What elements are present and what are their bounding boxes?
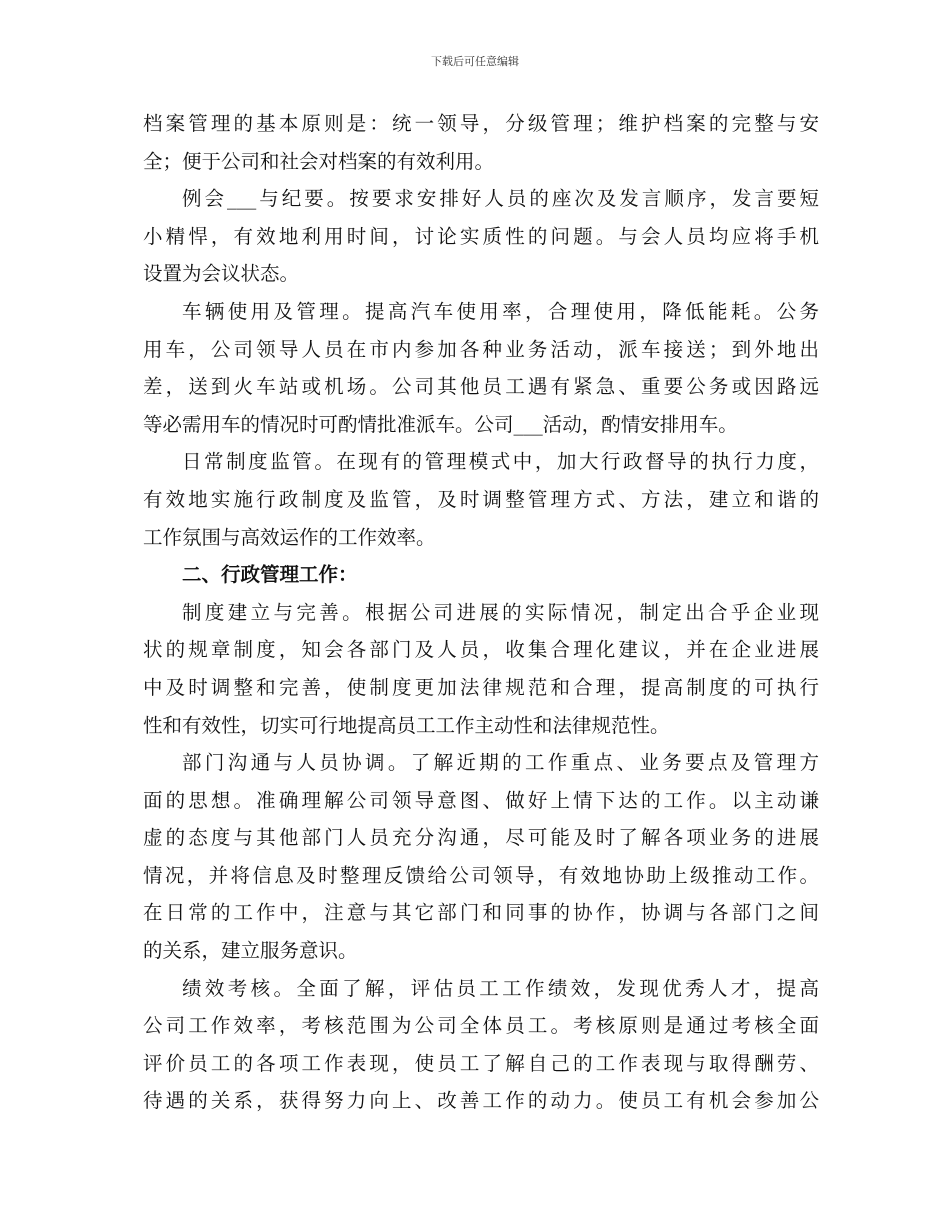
text-line: 虚的态度与其他部门人员充分沟通，尽可能及时了解各项业务的进展 <box>143 826 819 850</box>
text-line: 等必需用车的情况时可酌情批准派车。公司___活动，酌情安排用车。 <box>143 412 738 436</box>
text-line: 例会___与纪要。按要求安排好人员的座次及发言顺序，发言要短 <box>182 187 819 211</box>
text-line: 面的思想。准确理解公司领导意图、做好上情下达的工作。以主动谦 <box>143 788 819 812</box>
text-line: 的关系，建立服务意识。 <box>143 939 358 963</box>
text-line: 用车，公司领导人员在市内参加各种业务活动，派车接送；到外地出 <box>143 337 819 361</box>
section-heading: 二、行政管理工作： <box>182 563 358 587</box>
text-line: 档案管理的基本原则是：统一领导，分级管理；维护档案的完整与安 <box>143 112 819 135</box>
text-line: 制度建立与完善。根据公司进展的实际情况，制定出合乎企业现 <box>182 600 819 624</box>
text-line: 状的规章制度，知会各部门及人员，收集合理化建议，并在企业进展 <box>143 638 819 662</box>
text-line: 日常制度监管。在现有的管理模式中，加大行政督导的执行力度， <box>182 450 819 474</box>
text-line: 性和有效性，切实可行地提高员工工作主动性和法律规范性。 <box>143 713 670 737</box>
text-line: 有效地实施行政制度及监管，及时调整管理方式、方法，建立和谐的 <box>143 487 819 511</box>
text-line: 工作氛围与高效运作的工作效率。 <box>143 525 436 549</box>
text-line: 评价员工的各项工作表现，使员工了解自己的工作表现与取得酬劳、 <box>143 1051 819 1075</box>
text-line: 设置为会议状态。 <box>143 262 300 286</box>
page-header-note: 下载后可任意编辑 <box>431 55 519 68</box>
text-line: 绩效考核。全面了解，评估员工工作绩效，发现优秀人才，提高 <box>182 976 819 1000</box>
text-line: 在日常的工作中，注意与其它部门和同事的协作，协调与各部门之间 <box>143 901 819 925</box>
text-line: 公司工作效率，考核范围为公司全体员工。考核原则是通过考核全面 <box>143 1014 819 1038</box>
text-line: 全；便于公司和社会对档案的有效利用。 <box>143 149 495 173</box>
text-line: 中及时调整和完善，使制度更加法律规范和合理，提高制度的可执行 <box>143 675 819 699</box>
text-line: 待遇的关系，获得努力向上、改善工作的动力。使员工有机会参加公 <box>143 1089 819 1113</box>
text-line: 部门沟通与人员协调。了解近期的工作重点、业务要点及管理方 <box>182 751 819 775</box>
text-line: 小精悍，有效地利用时间，讨论实质性的问题。与会人员均应将手机 <box>143 224 819 248</box>
text-line: 情况，并将信息及时整理反馈给公司领导，有效地协助上级推动工作。 <box>143 863 819 887</box>
text-line: 车辆使用及管理。提高汽车使用率，合理使用，降低能耗。公务 <box>182 299 819 323</box>
document-body <box>143 105 819 1120</box>
text-line: 差，送到火车站或机场。公司其他员工遇有紧急、重要公务或因路远 <box>143 375 819 399</box>
